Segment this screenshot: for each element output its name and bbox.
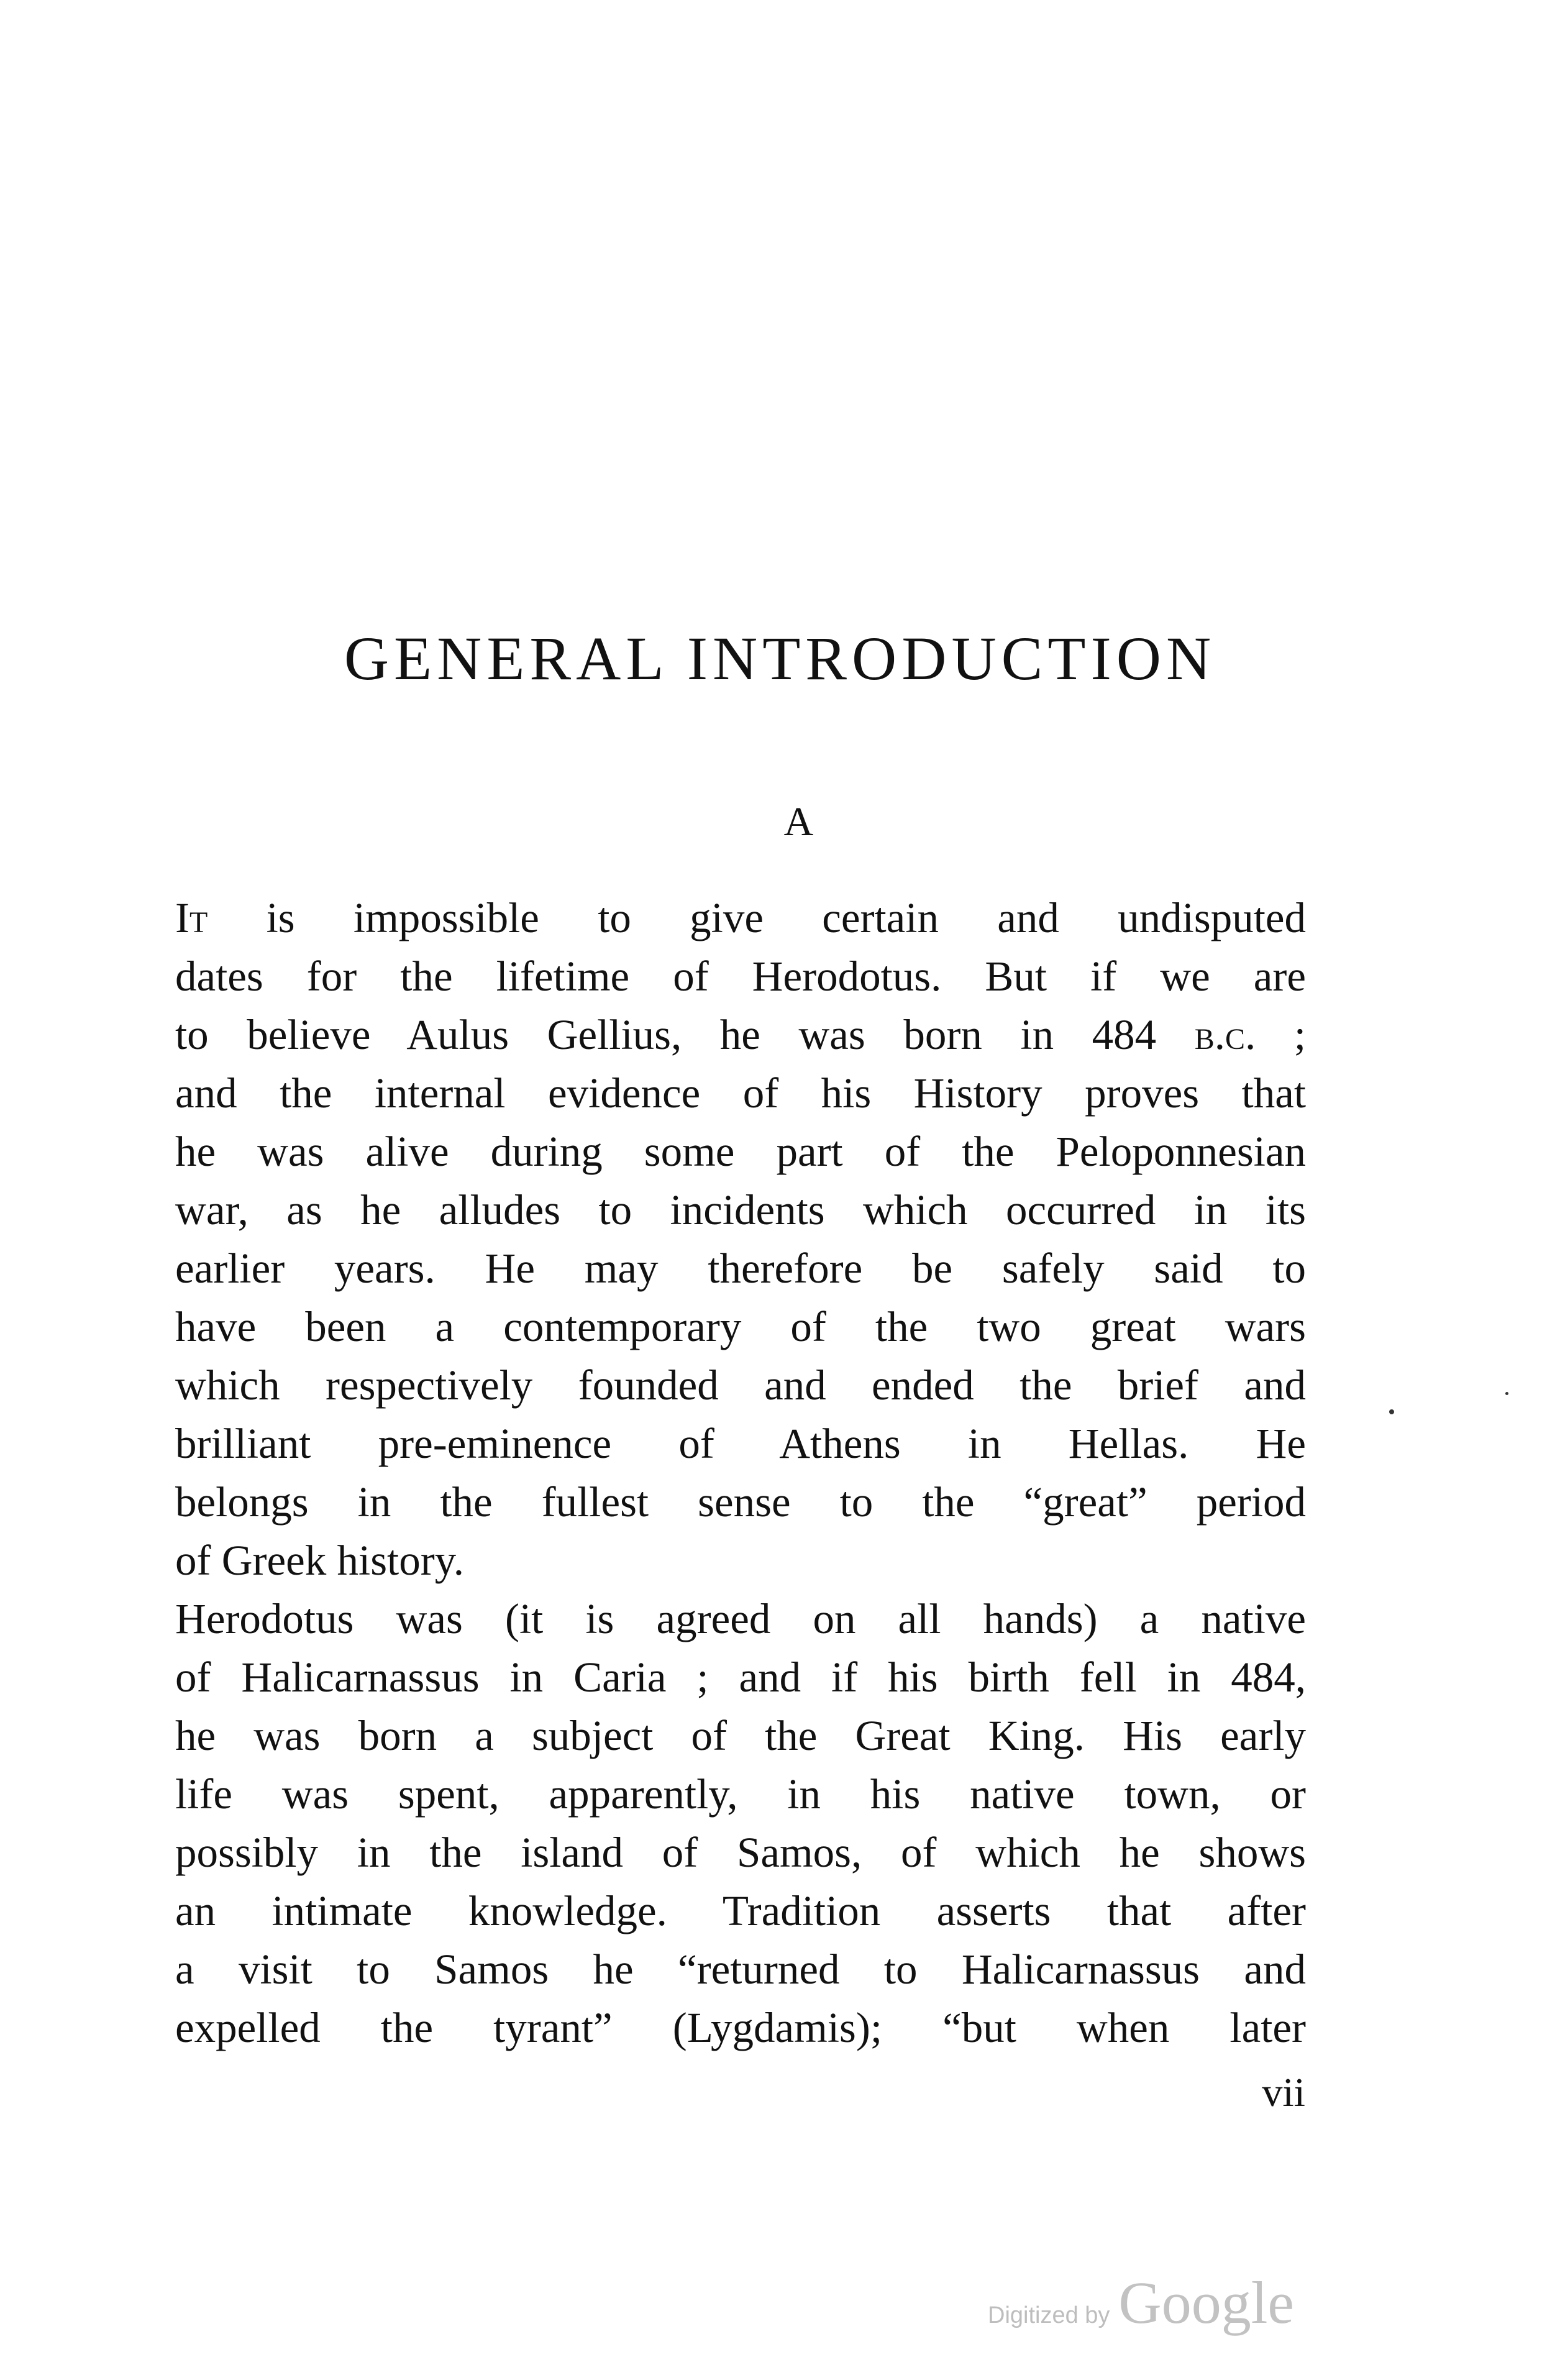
- page-title: GENERAL INTRODUCTION: [344, 624, 1216, 693]
- text-line: Herodotus was (it is agreed on all hands) a native: [175, 1595, 1306, 1642]
- scan-speck: [1505, 1392, 1508, 1395]
- paragraph-1: [175, 889, 1306, 1590]
- section-letter: A: [783, 799, 814, 844]
- google-logo: Google: [1118, 2269, 1295, 2336]
- paragraph-2: [175, 1590, 1306, 2057]
- scan-speck: [1389, 1409, 1394, 1414]
- text-line: a visit to Samos he “returned to Halicarnassus and: [175, 1946, 1306, 1993]
- text-line: of Greek history.: [175, 1537, 464, 1584]
- text-line: have been a contemporary of the two great wars: [175, 1303, 1306, 1350]
- text-line: dates for the lifetime of Herodotus. But if we are: [175, 953, 1306, 1000]
- drop-word: It: [175, 894, 208, 941]
- text-line: an intimate knowledge. Tradition asserts that after: [175, 1887, 1306, 1934]
- text-line: belongs in the fullest sense to the “great” period: [175, 1478, 1306, 1526]
- watermark-prefix: Digitized by: [988, 2302, 1110, 2328]
- text-line: which respectively founded and ended the brief and: [175, 1362, 1306, 1409]
- text-line: and the internal evidence of his History proves that: [175, 1069, 1306, 1117]
- text-line: he was born a subject of the Great King. His early: [175, 1712, 1306, 1759]
- text-line: [175, 889, 1306, 947]
- text-line: possibly in the island of Samos, of which he shows: [175, 1829, 1306, 1876]
- text-line: [175, 1005, 1306, 1064]
- page-number: vii: [1262, 2070, 1305, 2115]
- body-text: [175, 889, 1306, 2057]
- text-line: life was spent, apparently, in his native town, or: [175, 1770, 1306, 1818]
- digitized-watermark: [988, 2268, 1294, 2337]
- text-line: expelled the tyrant” (Lygdamis); “but when later: [175, 2004, 1306, 2051]
- text-line: brilliant pre-eminence of Athens in Hellas. He: [175, 1420, 1306, 1467]
- text-line: of Halicarnassus in Caria ; and if his birth fell in 484,: [175, 1654, 1306, 1701]
- text-line: he was alive during some part of the Peloponnesian: [175, 1128, 1306, 1175]
- line-text: to believe Aulus Gellius, he was born in 484: [175, 1011, 1195, 1058]
- text-line: war, as he alludes to incidents which occurred in its: [175, 1186, 1306, 1233]
- text-line: earlier years. He may therefore be safely said to: [175, 1245, 1306, 1292]
- line-text: is impossible to give certain and undisputed: [208, 894, 1306, 941]
- line-tail: ;: [1256, 1011, 1306, 1058]
- era-abbreviation: b.c.: [1194, 1011, 1256, 1058]
